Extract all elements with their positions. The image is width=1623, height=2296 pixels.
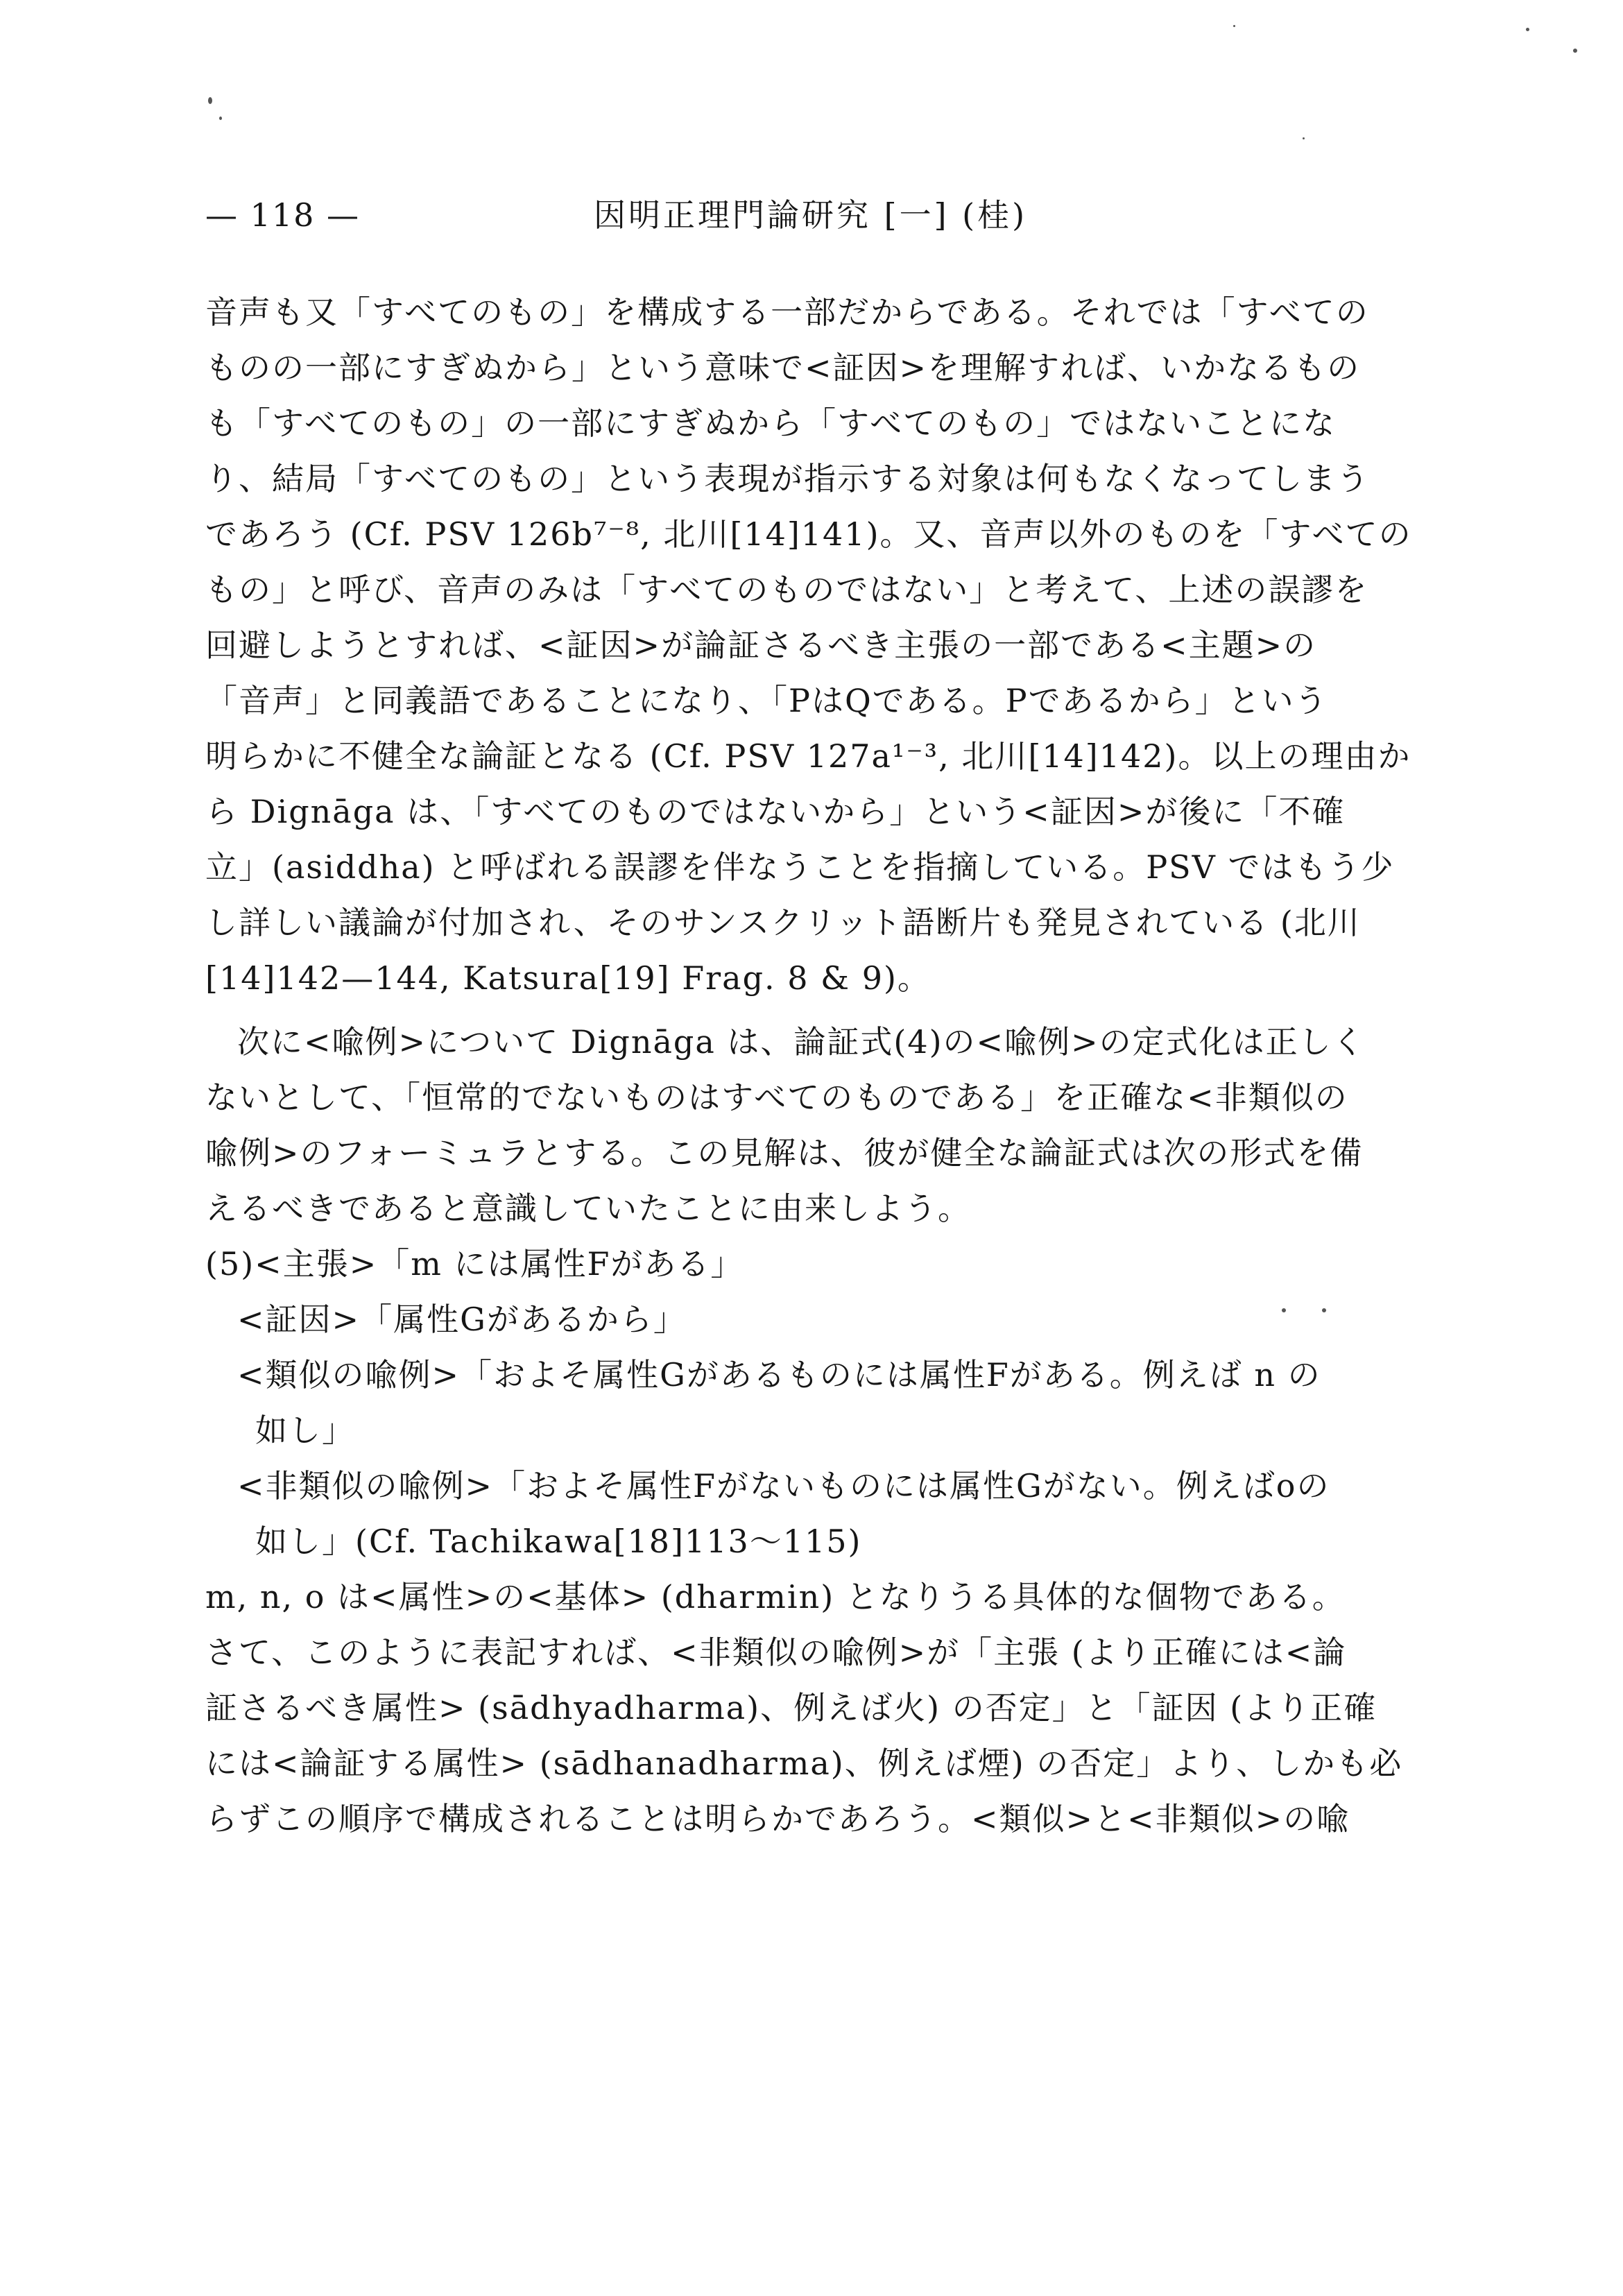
text-line: 音声も又「すべてのもの」を構成する一部だからである。それでは「すべての (205, 293, 1369, 331)
text-line: えるべきであると意識していたことに由来しよう。 (205, 1190, 971, 1227)
text-line: 明らかに不健全な論証となる (Cf. PSV 127a¹⁻³, 北川[14]142)。以上の理由か (205, 737, 1411, 775)
text-line: 喩例>のフォーミュラとする。この見解は、彼が健全な論証式は次の形式を備 (205, 1134, 1364, 1172)
text-line: 立」(asiddha) と呼ばれる誤謬を伴なうことを指摘している。PSV ではもう少 (205, 848, 1395, 886)
text-line: も「すべてのもの」の一部にすぎぬから「すべてのもの」ではないことにな (205, 404, 1337, 442)
text-line: には<論証する属性> (sādhanadharma)、例えば煙) の否定」より、しかも必 (205, 1745, 1403, 1782)
text-line: さて、このように表記すれば、<非類似の喩例>が「主張 (より正確には<論 (205, 1634, 1347, 1671)
text-line: 「音声」と同義語であることになり、「PはQである。Pであるから」という (205, 682, 1328, 719)
formula-dissimilar-example-line: <非類似の喩例>「およそ属性Fがないものには属性Gがない。例えばoの (237, 1467, 1330, 1505)
text-line: り、結局「すべてのもの」という表現が指示する対象は何もなくなってしまう (205, 460, 1371, 497)
text-line: であろう (Cf. PSV 126b⁷⁻⁸, 北川[14]141)。又、音声以外のものを「すべての (205, 515, 1412, 553)
scan-speck (219, 117, 222, 120)
scan-speck (1303, 137, 1305, 139)
scan-speck (208, 97, 212, 104)
text-line: [14]142—144, Katsura[19] Frag. 8 & 9)。 (205, 959, 931, 997)
text-line: らずこの順序で構成されることは明らかであろう。<類似>と<非類似>の喩 (205, 1800, 1350, 1837)
scan-speck (1526, 28, 1529, 31)
text-line: 回避しようとすれば、<証因>が論証さるべき主張の一部である<主題>の (205, 626, 1317, 664)
running-title: 因明正理門論研究 [一] (桂) (594, 196, 1028, 234)
scan-speck (1322, 1308, 1326, 1312)
paragraph-start-line: 次に<喩例>について Dignāga は、論証式(4)の<喩例>の定式化は正しく (237, 1023, 1366, 1061)
formula-thesis-line: (5)<主張>「m には属性Fがある」 (205, 1245, 744, 1283)
scan-speck (1233, 25, 1235, 27)
formula-dissimilar-example-cont-line: 如し」(Cf. Tachikawa[18]113～115) (255, 1523, 862, 1560)
page-number: — 118 — (205, 196, 361, 234)
text-line: m, n, o は<属性>の<基体> (dharmin) となりうる具体的な個物である。 (205, 1578, 1346, 1616)
text-line: し詳しい議論が付加され、そのサンスクリット語断片も発見されている (北川 (205, 904, 1361, 941)
scan-speck (1573, 49, 1577, 53)
body-text (205, 284, 1415, 1847)
text-line: ものの一部にすぎぬから」という意味で<証因>を理解すれば、いかなるもの (205, 349, 1361, 386)
text-line: 証さるべき属性> (sādhyadharma)、例えば火) の否定」と「証因 (より正確 (205, 1689, 1377, 1727)
formula-reason-line: <証因>「属性Gがあるから」 (237, 1301, 687, 1338)
page-header (205, 193, 1415, 248)
text-line: ら Dignāga は、「すべてのものではないから」という<証因>が後に「不確 (205, 793, 1346, 830)
text-line: もの」と呼び、音声のみは「すべてのものではない」と考えて、上述の誤謬を (205, 571, 1368, 608)
scan-speck (1282, 1308, 1286, 1312)
formula-similar-example-cont-line: 如し」 (255, 1412, 355, 1449)
formula-similar-example-line: <類似の喩例>「およそ属性Gがあるものには属性Fがある。例えば n の (237, 1356, 1321, 1394)
text-line: ないとして、「恒常的でないものはすべてのものである」を正確な<非類似の (205, 1079, 1348, 1116)
